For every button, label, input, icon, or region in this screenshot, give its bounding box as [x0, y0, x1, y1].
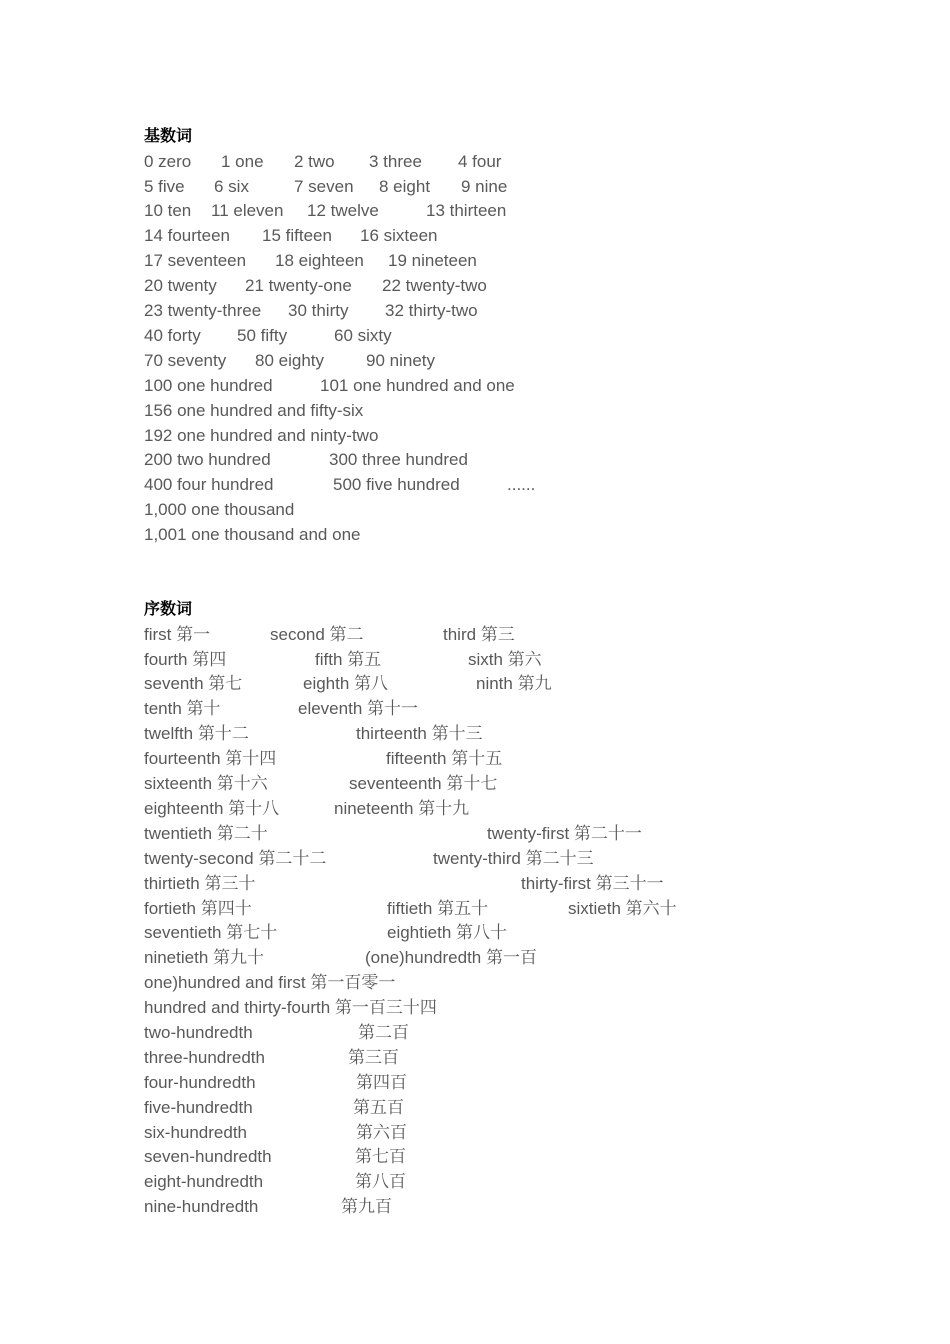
- cardinal-row: [144, 524, 844, 546]
- cardinal-row: [144, 499, 844, 521]
- ordinal-entry: six-hundredth: [144, 1123, 248, 1142]
- ordinal-entry: sixth 第六: [468, 650, 542, 669]
- cardinal-row: [144, 449, 844, 471]
- cardinal-entry: 3 three: [369, 152, 422, 171]
- cardinal-entry: 19 nineteen: [388, 251, 477, 270]
- ordinal-row: [144, 1022, 844, 1044]
- cardinal-entry: 15 fifteen: [262, 226, 332, 245]
- cardinal-entry: 1,001 one thousand and one: [144, 525, 361, 544]
- ordinal-entry: eleventh 第十一: [298, 699, 418, 718]
- ordinal-row: [144, 1072, 844, 1094]
- ordinal-entry: 第八百: [355, 1172, 406, 1191]
- ordinal-entry: nineteenth 第十九: [334, 799, 470, 818]
- ordinal-row: [144, 873, 844, 895]
- ordinal-entry: two-hundredth: [144, 1023, 253, 1042]
- ordinal-entry: fortieth 第四十: [144, 899, 252, 918]
- ordinal-row: [144, 773, 844, 795]
- ordinal-entry: eighth 第八: [303, 674, 389, 693]
- ordinal-entry: fifteenth 第十五: [386, 749, 503, 768]
- ordinal-entry: eight-hundredth: [144, 1172, 264, 1191]
- ordinal-entry: 第四百: [356, 1073, 407, 1092]
- cardinal-entry: 8 eight: [379, 177, 431, 196]
- cardinal-entry: 6 six: [214, 177, 249, 196]
- ordinal-entry: five-hundredth: [144, 1098, 253, 1117]
- cardinal-entry: 80 eighty: [255, 351, 324, 370]
- cardinal-entry: 60 sixty: [334, 326, 392, 345]
- ordinal-entry: twenty-first 第二十一: [487, 824, 642, 843]
- cardinal-entry: 7 seven: [294, 177, 354, 196]
- ordinal-entry: twenty-third 第二十三: [433, 849, 594, 868]
- cardinal-row: [144, 375, 844, 397]
- ordinal-entry: 第七百: [355, 1147, 406, 1166]
- ordinal-row: [144, 649, 844, 671]
- ordinal-entry: (one)hundredth 第一百: [365, 948, 537, 967]
- cardinal-entry: 0 zero: [144, 152, 192, 171]
- cardinal-entry: 100 one hundred: [144, 376, 273, 395]
- cardinal-row: [144, 250, 844, 272]
- ordinal-entry: second 第二: [270, 625, 364, 644]
- cardinal-entry: 192 one hundred and ninty-two: [144, 426, 379, 445]
- ordinal-entry: twenty-second 第二十二: [144, 849, 327, 868]
- ordinal-entry: seventieth 第七十: [144, 923, 278, 942]
- cardinal-entry: 23 twenty-three: [144, 301, 262, 320]
- ordinal-entry: seven-hundredth: [144, 1147, 272, 1166]
- ordinal-row: [144, 624, 844, 646]
- cardinal-entry: 20 twenty: [144, 276, 217, 295]
- cardinal-entry: 5 five: [144, 177, 185, 196]
- cardinal-entry: 50 fifty: [237, 326, 288, 345]
- ordinal-entry: sixtieth 第六十: [568, 899, 677, 918]
- ordinal-entry: thirty-first 第三十一: [521, 874, 664, 893]
- ordinal-entry: eightieth 第八十: [387, 923, 507, 942]
- cardinal-entry: 101 one hundred and one: [320, 376, 515, 395]
- ordinal-entry: thirtieth 第三十: [144, 874, 256, 893]
- ordinal-entry: 第九百: [341, 1197, 392, 1216]
- ordinal-entry: fiftieth 第五十: [387, 899, 489, 918]
- ordinal-row: [144, 1196, 844, 1218]
- cardinal-entry: 300 three hundred: [329, 450, 468, 469]
- ordinal-row: [144, 823, 844, 845]
- ordinal-row: [144, 673, 844, 695]
- cardinal-entry: 22 twenty-two: [382, 276, 487, 295]
- ordinal-entry: fourth 第四: [144, 650, 227, 669]
- ordinal-entry: first 第一: [144, 625, 211, 644]
- ordinal-entry: third 第三: [443, 625, 515, 644]
- ordinal-entry: three-hundredth: [144, 1048, 265, 1067]
- ordinal-entry: seventeenth 第十七: [349, 774, 498, 793]
- ordinal-row: [144, 1146, 844, 1168]
- ordinal-entry: ninetieth 第九十: [144, 948, 264, 967]
- cardinal-entry: 200 two hundred: [144, 450, 271, 469]
- cardinal-entry: 10 ten: [144, 201, 192, 220]
- ordinal-entry: 第二百: [358, 1023, 409, 1042]
- ordinal-entry: ninth 第九: [476, 674, 552, 693]
- cardinal-entry: 40 forty: [144, 326, 201, 345]
- ordinal-row: [144, 748, 844, 770]
- ordinal-row: [144, 723, 844, 745]
- ordinal-row: [144, 947, 844, 969]
- cardinal-entry: 400 four hundred: [144, 475, 274, 494]
- ordinal-entry: one)hundred and first 第一百零一: [144, 973, 396, 992]
- ordinal-entry: nine-hundredth: [144, 1197, 259, 1216]
- ordinal-row: [144, 898, 844, 920]
- ordinal-entry: four-hundredth: [144, 1073, 256, 1092]
- cardinal-entry: 500 five hundred: [333, 475, 460, 494]
- ordinal-entry: twelfth 第十二: [144, 724, 249, 743]
- cardinal-entry: 21 twenty-one: [245, 276, 352, 295]
- cardinal-entry: 9 nine: [461, 177, 508, 196]
- ordinal-row: [144, 1122, 844, 1144]
- ordinal-row: [144, 848, 844, 870]
- ordinal-entry: hundred and thirty-fourth 第一百三十四: [144, 998, 437, 1017]
- cardinal-entry: 90 ninety: [366, 351, 435, 370]
- ordinal-entry: tenth 第十: [144, 699, 221, 718]
- ordinal-row: [144, 1097, 844, 1119]
- ordinal-row: [144, 997, 844, 1019]
- cardinal-entry: 1,000 one thousand: [144, 500, 295, 519]
- cardinal-entry: 18 eighteen: [275, 251, 364, 270]
- ordinal-entry: seventh 第七: [144, 674, 243, 693]
- cardinal-row: [144, 350, 844, 372]
- cardinal-entry: 156 one hundred and fifty-six: [144, 401, 364, 420]
- ordinal-row: [144, 922, 844, 944]
- cardinal-row: [144, 474, 844, 496]
- cardinal-entry: 13 thirteen: [426, 201, 507, 220]
- ordinal-entry: thirteenth 第十三: [356, 724, 483, 743]
- cardinal-row: [144, 200, 844, 222]
- ordinal-entry: sixteenth 第十六: [144, 774, 268, 793]
- ordinal-row: [144, 798, 844, 820]
- cardinal-heading: 基数词: [144, 128, 193, 145]
- cardinal-row: [144, 225, 844, 247]
- ordinal-row: [144, 1047, 844, 1069]
- ordinal-entry: fourteenth 第十四: [144, 749, 277, 768]
- ordinal-entry: 第六百: [356, 1123, 407, 1142]
- ordinal-entry: fifth 第五: [315, 650, 382, 669]
- cardinal-row: [144, 151, 844, 173]
- cardinal-entry: 70 seventy: [144, 351, 227, 370]
- ordinal-entry: twentieth 第二十: [144, 824, 268, 843]
- cardinal-entry: 16 sixteen: [360, 226, 438, 245]
- cardinal-entry: 1 one: [221, 152, 264, 171]
- cardinal-entry: 17 seventeen: [144, 251, 247, 270]
- ordinal-entry: eighteenth 第十八: [144, 799, 280, 818]
- cardinal-row: [144, 425, 844, 447]
- cardinal-row: [144, 176, 844, 198]
- cardinal-entry: 2 two: [294, 152, 335, 171]
- ordinal-heading: 序数词: [144, 601, 193, 618]
- ordinal-entry: 第三百: [348, 1048, 399, 1067]
- ordinal-entry: 第五百: [353, 1098, 404, 1117]
- cardinal-entry: 11 eleven: [211, 201, 284, 220]
- cardinal-entry: 14 fourteen: [144, 226, 231, 245]
- cardinal-entry: ......: [507, 475, 536, 494]
- ordinal-row: [144, 698, 844, 720]
- cardinal-row: [144, 400, 844, 422]
- cardinal-row: [144, 300, 844, 322]
- cardinal-entry: 4 four: [458, 152, 502, 171]
- cardinal-entry: 12 twelve: [307, 201, 379, 220]
- ordinal-row: [144, 972, 844, 994]
- cardinal-entry: 32 thirty-two: [385, 301, 478, 320]
- cardinal-row: [144, 275, 844, 297]
- ordinal-row: [144, 1171, 844, 1193]
- cardinal-entry: 30 thirty: [288, 301, 349, 320]
- cardinal-row: [144, 325, 844, 347]
